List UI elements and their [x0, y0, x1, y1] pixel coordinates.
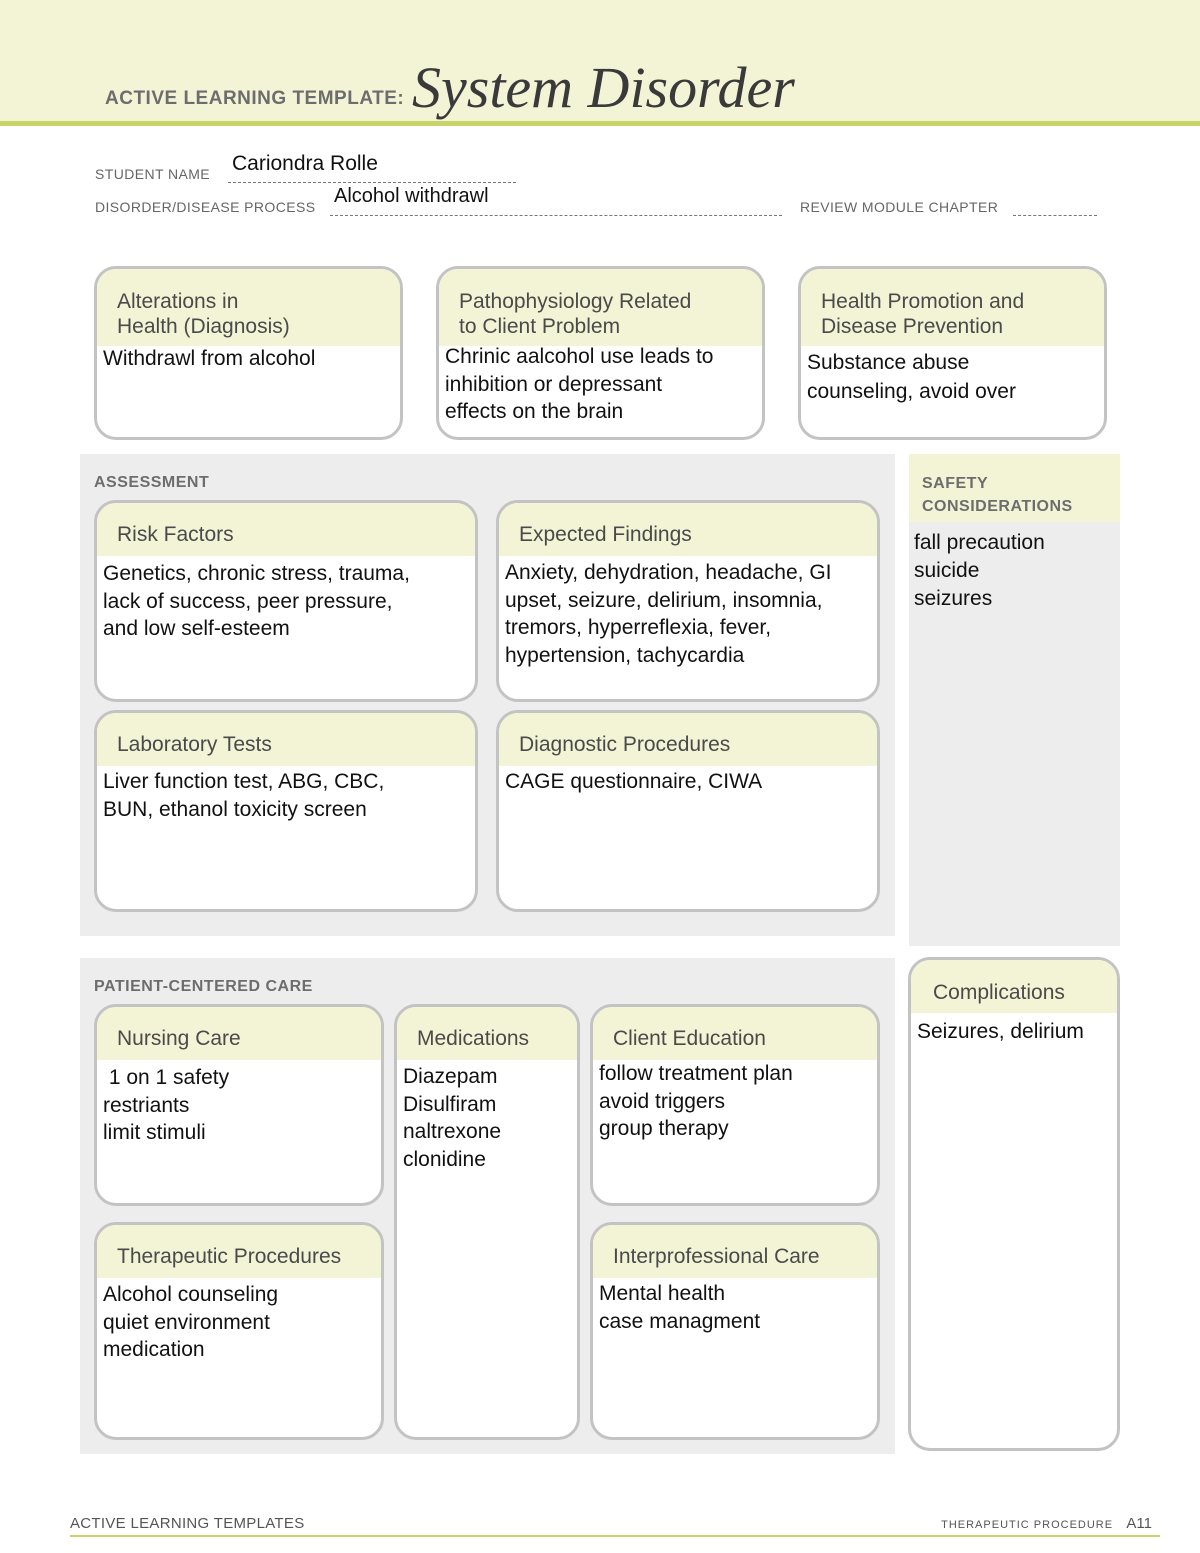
therapeutic-procedures-title: Therapeutic Procedures [97, 1225, 381, 1278]
safety-text[interactable]: fall precaution suicide seizures [914, 531, 1045, 610]
nursing-care-text[interactable]: 1 on 1 safety restriants limit stimuli [103, 1066, 230, 1144]
diagnostic-procedures-box [496, 710, 880, 912]
interprofessional-care-box [590, 1222, 880, 1440]
header-rule [0, 121, 1200, 126]
nursing-care-title: Nursing Care [97, 1007, 381, 1060]
promotion-box [798, 266, 1107, 440]
pathophysiology-text[interactable]: Chrinic aalcohol use leads to inhibition or depressant effects on the brain [445, 345, 714, 423]
pathophysiology-box [436, 266, 765, 440]
diagnostic-procedures-text[interactable]: CAGE questionnaire, CIWA [505, 770, 763, 793]
expected-findings-title: Expected Findings [499, 503, 877, 556]
alterations-box [94, 266, 403, 440]
safety-panel [909, 454, 1120, 946]
footer-right [941, 1515, 1152, 1532]
disorder-value: Alcohol withdrawl [334, 185, 489, 207]
pathophysiology-title: Pathophysiology Related to Client Problem [439, 269, 762, 346]
risk-factors-text[interactable]: Genetics, chronic stress, trauma, lack of success, peer pressure, and low self-esteem [103, 562, 410, 640]
patient-centered-care-label: PATIENT-CENTERED CARE [94, 978, 313, 995]
medications-title: Medications [397, 1007, 577, 1060]
promotion-title: Health Promotion and Disease Prevention [801, 269, 1104, 346]
risk-factors-title: Risk Factors [97, 503, 475, 556]
complications-text[interactable]: Seizures, delirium [917, 1020, 1084, 1043]
footer-left-label: ACTIVE LEARNING TEMPLATES [70, 1515, 305, 1532]
expected-findings-box [496, 500, 880, 702]
risk-factors-box [94, 500, 478, 702]
template-label: ACTIVE LEARNING TEMPLATE: [105, 88, 405, 109]
review-module-label: REVIEW MODULE CHAPTER [800, 199, 999, 215]
footer-rule [70, 1535, 1160, 1537]
laboratory-tests-text[interactable]: Liver function test, ABG, CBC, BUN, ethanol toxicity screen [103, 770, 385, 821]
disorder-label: DISORDER/DISEASE PROCESS [95, 199, 316, 215]
promotion-text[interactable]: Substance abuse counseling, avoid over [807, 351, 1016, 403]
client-education-box [590, 1004, 880, 1206]
footer-page-number: A11 [1126, 1515, 1152, 1532]
alterations-text[interactable]: Withdrawl from alcohol [103, 347, 316, 370]
client-education-text[interactable]: follow treatment plan avoid triggers group therapy [599, 1062, 793, 1140]
nursing-care-box [94, 1004, 384, 1206]
laboratory-tests-title: Laboratory Tests [97, 713, 475, 766]
student-name-label: STUDENT NAME [95, 166, 210, 182]
assessment-label: ASSESSMENT [94, 474, 210, 491]
medications-box [394, 1004, 580, 1440]
therapeutic-procedures-text[interactable]: Alcohol counseling quiet environment medication [103, 1283, 279, 1361]
student-name-value: Cariondra Rolle [232, 152, 378, 175]
diagnostic-procedures-title: Diagnostic Procedures [499, 713, 877, 766]
safety-label: SAFETY CONSIDERATIONS [922, 475, 1073, 515]
medications-text[interactable]: Diazepam Disulfiram naltrexone clonidine [403, 1065, 502, 1171]
interprofessional-care-text[interactable]: Mental health case managment [599, 1282, 761, 1333]
expected-findings-text[interactable]: Anxiety, dehydration, headache, GI upset, seizure, delirium, insomnia, tremors, hyperreflexia, fever, hypertension, tachycardia [505, 561, 832, 667]
laboratory-tests-box [94, 710, 478, 912]
review-module-field[interactable] [1013, 196, 1097, 216]
alterations-title: Alterations in Health (Diagnosis) [97, 269, 400, 346]
template-title: System Disorder [412, 55, 795, 120]
complications-title: Complications [911, 960, 1117, 1013]
interprofessional-care-title: Interprofessional Care [593, 1225, 877, 1278]
therapeutic-procedures-box [94, 1222, 384, 1440]
client-education-title: Client Education [593, 1007, 877, 1060]
complications-box [908, 957, 1120, 1451]
footer-section-label: THERAPEUTIC PROCEDURE [941, 1519, 1114, 1531]
